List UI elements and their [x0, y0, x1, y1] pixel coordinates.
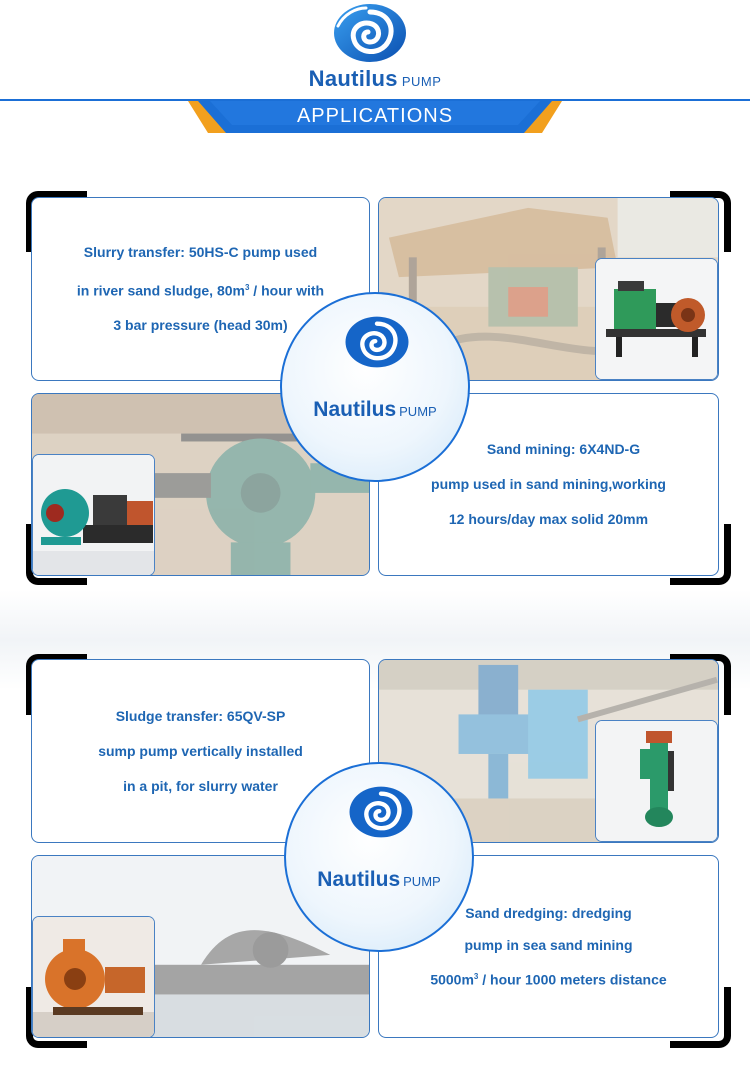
badge-brand-name: Nautilus: [313, 398, 397, 421]
inset-dredge-pump-photo: [32, 916, 155, 1038]
inset-vertical-sump-pump-photo: [595, 720, 718, 842]
application-text-line: in a pit, for slurry water: [123, 777, 278, 794]
nautilus-badge: [284, 762, 474, 952]
application-text-line: in river sand sludge, $80m^3$ / hour with: [76, 282, 325, 299]
badge-brand-name: Nautilus: [317, 868, 401, 891]
inset-ah-pump-photo: [32, 454, 155, 576]
application-text-line: 12 hours/day max solid 20mm: [448, 511, 649, 527]
inset-pump-engine-photo: [595, 258, 718, 380]
badge-brand-suffix: PUMP: [399, 404, 437, 419]
application-text-line: 3 bar pressure (head 30m): [113, 317, 288, 334]
brand-suffix: PUMP: [401, 74, 442, 89]
application-text-line: Slurry transfer: 50HS-C pump used: [83, 243, 318, 260]
application-text-line: pump in sea sand mining: [464, 937, 633, 954]
application-text-line: $5000m^3$ / hour 1000 meters distance: [430, 971, 667, 988]
nautilus-logo-icon: [330, 2, 410, 64]
brand-logo: [0, 66, 750, 92]
application-text-line: Sand mining: 6X4ND-G: [486, 441, 641, 457]
application-text-line: Sand dredging: dredging: [465, 905, 632, 922]
brand-name: Nautilus: [308, 66, 398, 91]
nautilus-logo-icon: [346, 784, 416, 840]
banner-title: APPLICATIONS: [296, 105, 454, 127]
nautilus-logo-icon: [342, 314, 412, 370]
application-text-line: Sludge transfer: 65QV-SP: [115, 707, 286, 724]
application-text-line: pump used in sand mining,working: [431, 476, 666, 492]
application-text-line: sump pump vertically installed: [98, 742, 303, 759]
nautilus-badge: [280, 292, 470, 482]
badge-brand-suffix: PUMP: [403, 874, 441, 889]
